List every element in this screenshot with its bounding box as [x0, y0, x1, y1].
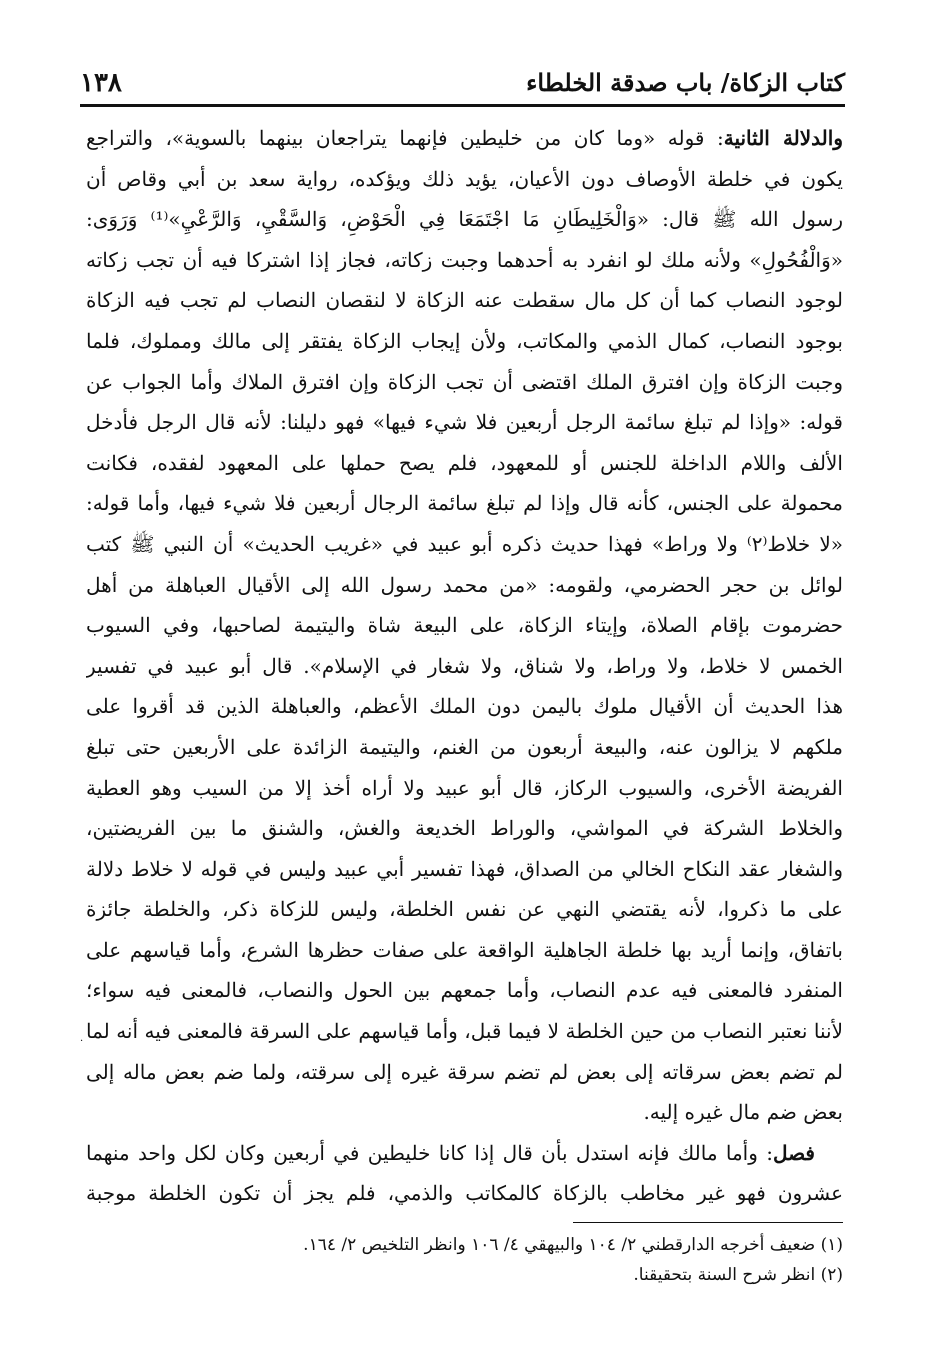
- footnotes: [86, 1230, 843, 1290]
- text-line: قوله: «وإذا لم تبلغ سائمة الرجل أربعين فلا شيء فيها» فهو دليلنا: لأنه قال الرجل فأدخل: [86, 410, 843, 435]
- text-line: لم تضم بعض سرقاته إلى بعض لم تضم سرقة غيره إلى سرقته، ولما ضم بعض ماله إلى: [86, 1059, 843, 1084]
- lead-term: فصل: [772, 1140, 815, 1165]
- text-line: المنفرد فالمعنى فيه عدم النصاب، وأما جمعهم بين الحول والنصاب، فالمعنى فيه سواء؛: [86, 978, 843, 1003]
- footnote: (١) ضعيف أخرجه الدارقطني ٢/ ١٠٤ والبيهقي ٤/ ١٠٦ وانظر التلخيص ٢/ ١٦٤.: [303, 1235, 843, 1255]
- text-line: رسول الله ﷺ قال: «وَالْخَلِيطَانِ مَا اجْتَمَعَا فِي الْحَوْضِ، وَالسَّقْيِ، وَالرَّعْيِ»⁽¹⁾ وَرَوَى:: [86, 207, 843, 232]
- text-line: باتفاق، وإنما أريد بها خلطة الجاهلية الواقعة على صفات حظرها الشرع، وأما قياسهم على: [86, 937, 843, 962]
- text-line: الفريضة الأخرى، والسيوب الركاز، قال أبو عبيد ولا أراه أخذ إلا من السيب وهو العطية: [86, 775, 843, 800]
- text-line: لوائل بن حجر الحضرمي، ولقومه: «من محمد رسول الله إلى الأقيال العباهلة من أهل: [86, 572, 843, 597]
- text-line: حضرموت بإقام الصلاة، وإيتاء الزكاة، على البيعة شاة واليتيمة لصاحبها، وفي السيوب: [86, 613, 843, 638]
- text-line: «وَالْفُحُولِ» ولأنه ملك لو انفرد به أحدهما وجبت زكاته، فجاز إذا اشتركا فيه أن تجب زكاته: [86, 247, 843, 272]
- text-line: والخلاط الشركة في المواشي، والوراط الخديعة والغش، والشنق ما بين الفريضتين،: [86, 816, 843, 841]
- text-line: «لا خلاط⁽٢⁾ ولا وراط» فهذا حديث ذكره أبو عبيد في «غريب الحديث» أن النبي ﷺ كتب: [86, 531, 843, 556]
- text-line: ملكهم لا يزالون عنه، والبيعة أربعون من الغنم، واليتيمة الزائدة على الأربعين حتى تبلغ: [86, 734, 843, 759]
- page-number: ١٣٨: [80, 68, 122, 98]
- text-line: محمولة على الجنس، كأنه قال وإذا لم تبلغ سائمة الرجال أربعين فلا شيء فيها، وأما قوله:: [86, 491, 843, 516]
- text-line: هذا الحديث أن الأقيال ملوك باليمن دون الملك الأعظم، والعباهلة الذين قد أقروا على: [86, 694, 843, 719]
- text-line: عشرون فهو غير مخاطب بالزكاة كالمكاتب والذمي، فلم يجز أن تكون الخلطة موجبة: [86, 1181, 843, 1206]
- text-line: الألف واللام الداخلة للجنس أو للمعهود، فلم يصح حملها على المعهود لفقده، فكانت: [86, 450, 843, 475]
- main-text: [86, 118, 843, 1214]
- text-line: فصل: وأما مالك فإنه استدل بأن قال إذا كانا خليطين في أربعين وكان لكل واحد منهما: [86, 1140, 815, 1165]
- footnote: (٢) انظر شرح السنة بتحقيقنا.: [633, 1265, 843, 1285]
- lead-term: والدلالة الثانية: [723, 126, 843, 150]
- running-title: كتاب الزكاة/ باب صدقة الخلطاء: [526, 68, 845, 97]
- text-line: الخمس لا خلاط، ولا وراط، ولا شناق، ولا شغار في الإسلام». قال أبو عبيد في تفسير: [86, 653, 843, 678]
- footnote-rule: [573, 1222, 843, 1223]
- text-line: يكون في خلطة الأوصاف دون الأعيان، يؤيد ذلك ويؤكده، رواية سعد بن أبي وقاص أن: [86, 166, 843, 191]
- text-line: والدلالة الثانية: قوله «وما كان من خليطين فإنهما يتراجعان بينهما بالسوية»، والتراجع: [86, 126, 843, 150]
- stray-mark: ·: [80, 1036, 84, 1047]
- text-line: على ما ذكروا، لأنه يقتضي النهي عن نفس الخلطة، وليس للزكاة ذكر، والخلطة جائزة: [86, 897, 843, 922]
- text-line: لأننا نعتبر النصاب من حين الخلطة لا فيما قبل، وأما قياسهم على السرقة فالمعنى فيه أنه لما: [86, 1019, 843, 1044]
- text-line: وجبت الزكاة وإن افترق الملك اقتضى أن تجب الزكاة وإن افترق الملاك وأما الجواب عن: [86, 369, 843, 394]
- text-line: بعض ضم مال غيره إليه.: [643, 1100, 843, 1125]
- page-header: [80, 58, 845, 98]
- text-line: بوجود النصاب، كمال الذمي والمكاتب، ولأن إيجاب الزكاة يفتقر إلى مالك ومملوك، فلما: [86, 328, 843, 353]
- text-line: والشغار عقد النكاح الخالي من الصداق، فهذا تفسير أبي عبيد وليس في قوله لا خلاط دلالة: [86, 856, 843, 881]
- header-rule: [80, 104, 845, 107]
- text-line: لوجود النصاب كما أن كل مال سقطت عنه الزكاة لا لنقصان النصاب لم تجب فيه الزكاة: [86, 288, 843, 313]
